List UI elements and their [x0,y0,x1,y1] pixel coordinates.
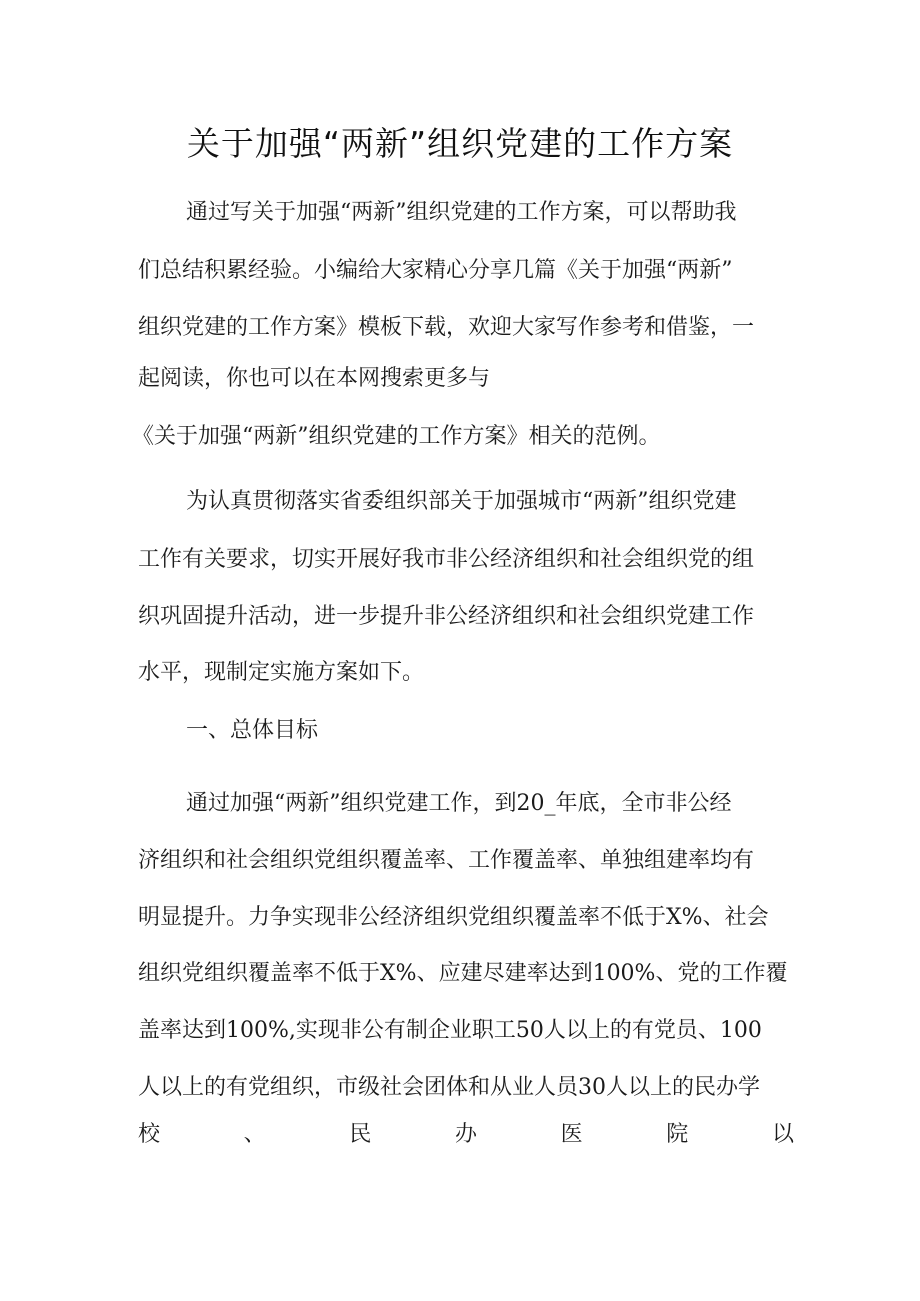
intro-line-5: 《关于加强“两新”组织党建的工作方案》相关的范例。 [132,424,661,449]
purpose-line-4: 水平，现制定实施方案如下。 [138,660,425,685]
last-line-char: 校 [138,1122,161,1147]
intro-line-2: 们总结积累经验。小编给大家精心分享几篇《关于加强“两新” [138,258,733,283]
goal-line-6: 人以上的有党组织，市级社会团体和从业人员30人以上的民办学 [138,1075,760,1100]
section-heading: 一、总体目标 [186,718,319,743]
last-line-char: 医 [560,1122,583,1147]
last-line-char: 院 [666,1122,689,1147]
purpose-line-1: 为认真贯彻落实省委组织部关于加强城市“两新”组织党建 [186,489,737,514]
document-title: 关于加强“两新”组织党建的工作方案 [186,124,734,163]
goal-line-3: 明显提升。力争实现非公经济组织党组织覆盖率不低于X%、社会 [138,905,769,930]
last-line-char: 、 [243,1122,266,1147]
purpose-line-2: 工作有关要求，切实开展好我市非公经济组织和社会组织党的组 [138,547,755,572]
goal-line-4: 组织党组织覆盖率不低于X%、应建尽建率达到100%、党的工作覆 [138,961,788,986]
intro-line-1: 通过写关于加强“两新”组织党建的工作方案，可以帮助我 [186,200,737,225]
intro-line-3: 组织党建的工作方案》模板下载，欢迎大家写作参考和借鉴，一 [138,315,755,340]
last-line-char: 办 [454,1122,477,1147]
goal-line-5: 盖率达到100%,实现非公有制企业职工50人以上的有党员、100 [138,1018,762,1043]
intro-line-4: 起阅读，你也可以在本网搜索更多与 [138,366,491,391]
goal-line-1: 通过加强“两新”组织党建工作，到20_年底，全市非公经 [186,791,732,816]
purpose-line-3: 织巩固提升活动，进一步提升非公经济组织和社会组织党建工作 [138,604,755,629]
last-line-char: 以 [771,1122,794,1147]
goal-line-2: 济组织和社会组织党组织覆盖率、工作覆盖率、单独组建率均有 [138,848,755,873]
last-line-char: 民 [349,1122,372,1147]
goal-last-line [138,1118,794,1152]
